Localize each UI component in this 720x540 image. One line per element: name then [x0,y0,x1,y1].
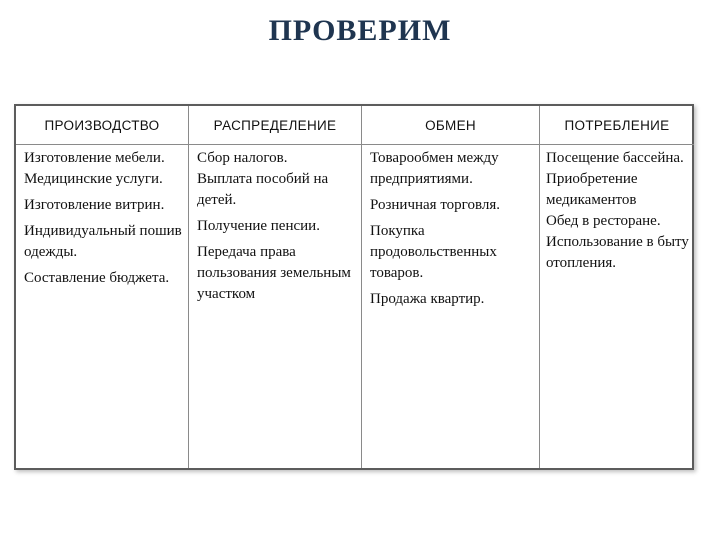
list-item: Изготовление мебели. [24,150,165,166]
list-item: Розничная торговля. [370,197,500,213]
list-item: Посещение бассейна. [546,150,684,166]
list-item: Индивидуальный пошив одежды. [24,223,182,260]
column-header: ПОТРЕБЛЕНИЕ [540,106,694,145]
column-header: ОБМЕН [362,106,539,145]
column-header: ПРОИЗВОДСТВО [16,106,188,145]
page-title: ПРОВЕРИМ [268,14,452,47]
list-item: Приобретение медикаментов [546,171,638,208]
list-item: Составление бюджета. [24,270,170,286]
comparison-table [14,104,694,470]
list-item: Выплата пособий на детей. [197,171,329,208]
column-exchange [361,106,539,468]
column-header: РАСПРЕДЕЛЕНИЕ [189,106,361,145]
list-item: Получение пенсии. [197,218,320,234]
list-item: Использование в быту отопления. [546,234,689,271]
list-item: Товарообмен между предприятиями. [370,150,499,187]
list-item: Обед в ресторане. [546,213,661,229]
list-item: Продажа квартир. [370,291,485,307]
list-item: Изготовление витрин. [24,197,165,213]
column-consumption [539,106,694,468]
column-items [540,145,694,274]
list-item: Покупка продовольственных товаров. [370,223,497,281]
list-item: Передача права пользования земельным участком [197,244,351,302]
column-distribution [188,106,361,468]
column-items [16,145,188,289]
column-items [362,145,539,310]
column-items [189,145,361,305]
column-production [16,106,188,468]
list-item: Сбор налогов. [197,150,288,166]
list-item: Медицинские услуги. [24,171,163,187]
